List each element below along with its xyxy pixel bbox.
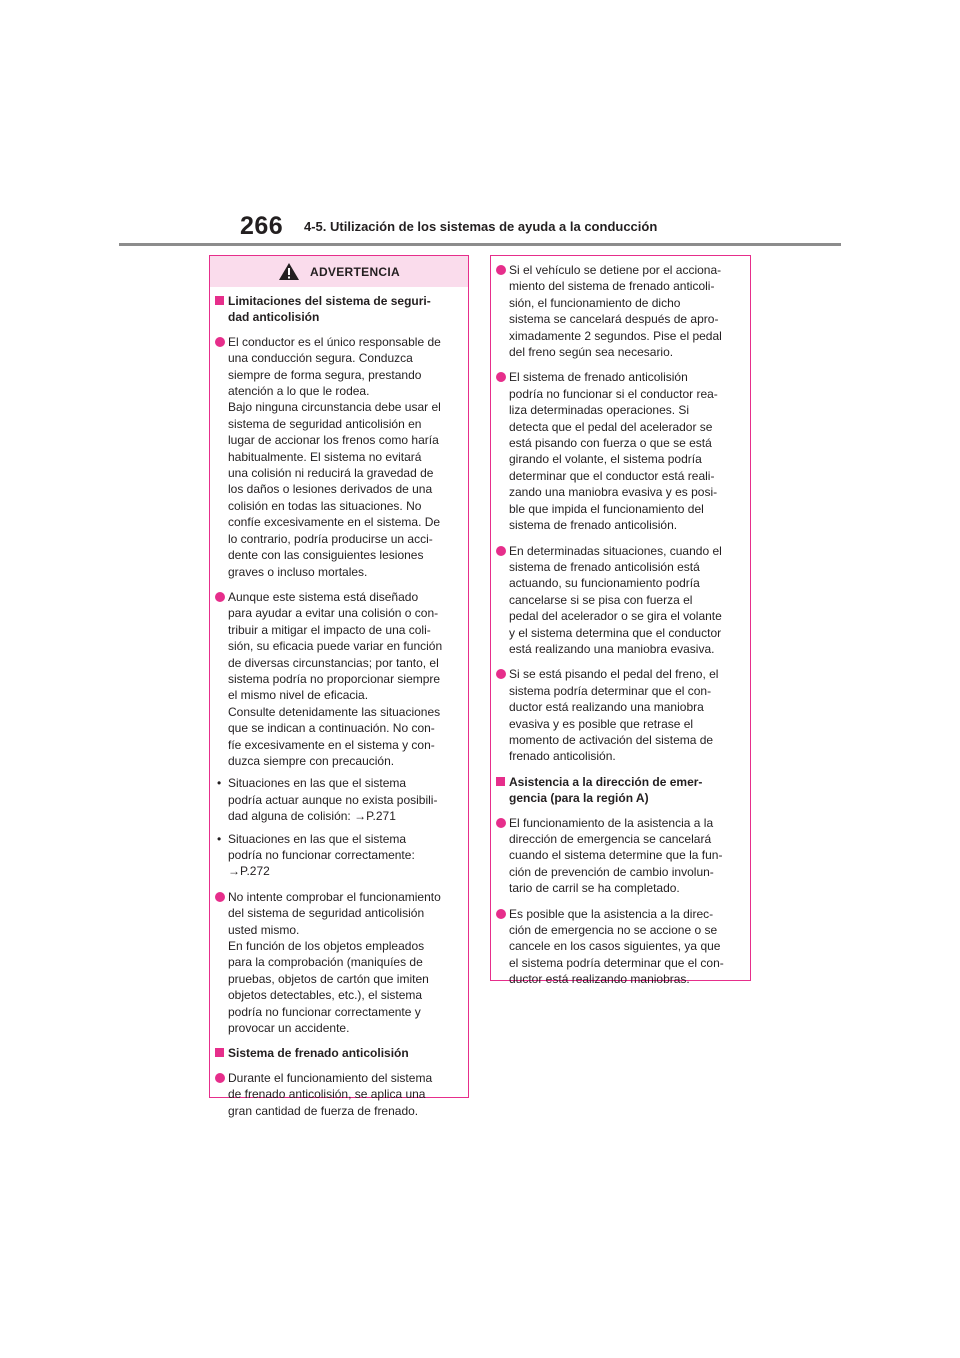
list-item: El conductor es el único responsable de una conducción segura. Conduzca siempre de forma segura, prestando atención a lo que le rodea. Bajo ninguna circunstancia debe usar el sistema de seguridad anticolisión en lugar de accionar los frenos como haría habitualmente. El sistema no evitará una colisión ni reducirá la gravedad de los daños o lesiones derivados de una colisión en todas las situaciones. No confíe excesivamente en el sistema. De lo contrario, podría producirse un acci- dente con las consiguientes lesiones graves o incluso mortales. <box>215 334 459 580</box>
small-bullet-icon: • <box>217 776 222 791</box>
page-number: 266 <box>240 212 284 240</box>
list-item: El sistema de frenado anticolisión podría no funcionar si el conductor rea- liza determinadas operaciones. Si detecta que el pedal del acelerador se está pisando con fuerza o que se está girando el volante, el sistema podría determinar que el conductor está reali- zando una maniobra evasiva y es posi- ble que impida el funcionamiento del sistema de frenado anticolisión. <box>496 369 741 533</box>
circle-bullet-icon <box>496 265 506 275</box>
circle-bullet-icon <box>496 546 506 556</box>
heading-limitations: Limitaciones del sistema de seguri- dad anticolisión <box>215 293 459 326</box>
warning-box-right <box>490 255 751 987</box>
list-item: No intente comprobar el funcionamiento del sistema de seguridad anticolisión usted mismo. En función de los objetos empleados para la comprobación (maniquíes de pruebas, objetos de cartón que imiten objetos detectables, etc.), el sistema podría no funcionar correctamente y provocar un accidente. <box>215 889 459 1037</box>
list-item: Es posible que la asistencia a la direc- ción de emergencia no se accione o se cancele en los casos siguientes, ya que el sistema podría determinar que el con- ductor está realizando maniobras. <box>496 906 741 988</box>
square-bullet-icon <box>215 1048 224 1057</box>
square-bullet-icon <box>215 296 224 305</box>
list-item: Si el vehículo se detiene por el acciona- miento del sistema de frenado anticoli- sión, el funcionamiento de dicho sistema se cancelará después de apro- ximadamente 2 segundos. Pise el pedal del freno según sea necesario. <box>496 262 741 360</box>
small-bullet-icon: • <box>217 831 222 846</box>
section-title: 4-5. Utilización de los sistemas de ayuda a la conducción <box>304 219 658 234</box>
warning-header <box>210 256 468 287</box>
square-bullet-icon <box>496 777 505 786</box>
list-item: Si se está pisando el pedal del freno, el sistema podría determinar que el con- ductor está realizando una maniobra evasiva y es posible que retrase el momento de activación del sistema de frenado anticolisión. <box>496 666 741 764</box>
list-item: Aunque este sistema está diseñado para ayudar a evitar una colisión o con- tribuir a mitigar el impacto de una coli- sión, su eficacia puede variar en función de diversas circunstancias; por tanto, el sistema podría no proporcionar siempre el mismo nivel de eficacia. Consulte detenidamente las situaciones que se indican a continuación. No con- fíe excesivamente en el sistema y con- duzca siempre con precaución. <box>215 589 459 769</box>
warning-box-left <box>209 255 469 1118</box>
circle-bullet-icon <box>215 337 225 347</box>
warning-label: ADVERTENCIA <box>310 264 400 279</box>
circle-bullet-icon <box>215 592 225 602</box>
circle-bullet-icon <box>496 669 506 679</box>
circle-bullet-icon <box>496 909 506 919</box>
circle-bullet-icon <box>215 1073 225 1083</box>
circle-bullet-icon <box>496 372 506 382</box>
warning-triangle-icon <box>278 262 300 281</box>
header-rule <box>119 243 841 246</box>
list-item: Durante el funcionamiento del sistema de frenado anticolisión, se aplica una gran cantidad de fuerza de frenado. <box>215 1070 459 1119</box>
heading-emergency-steering: Asistencia a la dirección de emer- gencia (para la región A) <box>496 774 741 807</box>
heading-braking-system: Sistema de frenado anticolisión <box>215 1045 459 1061</box>
list-item: En determinadas situaciones, cuando el sistema de frenado anticolisión está actuando, su funcionamiento podría cancelarse si se pisa con fuerza el pedal del acelerador o se gira el volante y el sistema determina que el conductor está realizando una maniobra evasiva. <box>496 543 741 658</box>
circle-bullet-icon <box>215 892 225 902</box>
list-item: El funcionamiento de la asistencia a la dirección de emergencia se cancelará cuando el sistema determine que la fun- ción de prevención de cambio involun- tario de carril se ha completado. <box>496 815 741 897</box>
sub-list-item: • Situaciones en las que el sistema podría actuar aunque no exista posibili- dad alguna de colisión: →P.271 <box>217 776 438 824</box>
circle-bullet-icon <box>496 818 506 828</box>
sub-list-item: • Situaciones en las que el sistema podría no funcionar correctamente: →P.272 <box>217 831 415 879</box>
